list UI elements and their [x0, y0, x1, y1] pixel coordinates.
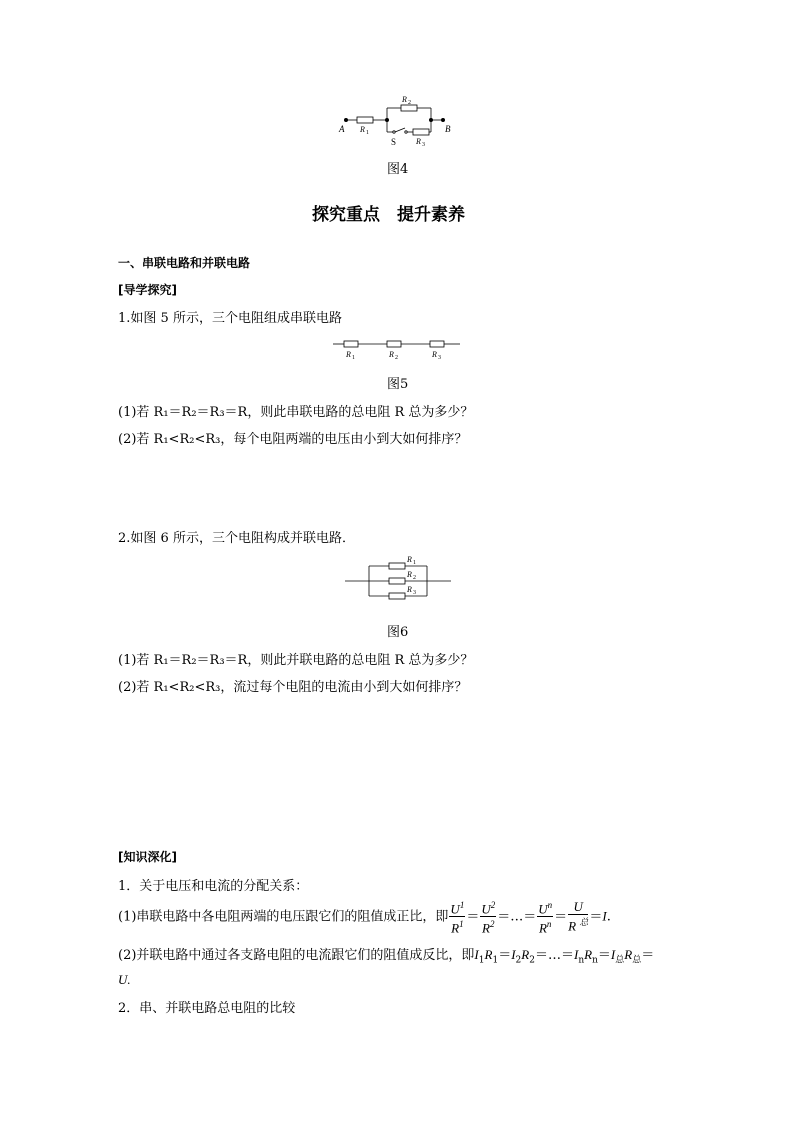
knowledge-item-1: 1．关于电压和电流的分配关系： [118, 879, 309, 894]
knowledge-item-1-2-tail: U. [118, 972, 131, 987]
svg-text:3: 3 [438, 355, 441, 361]
svg-text:2: 2 [395, 355, 398, 361]
knowledge-item-1-2: (2)并联电路中通过各支路电阻的电流跟它们的阻值成反比，即$I_1R_1=I_2R_2=\dots=I_nR_n=I_总R_总=$ [118, 947, 655, 966]
fraction-u1-r1: $\frac{U^1}{R^1}$ [450, 900, 465, 936]
series-voltage-text: (1)串联电路中各电阻两端的电压跟它们的阻值成正比，即 [118, 909, 449, 925]
circuit-diagram-4 [335, 92, 465, 152]
svg-text:3: 3 [413, 590, 416, 596]
switch-label: S [391, 137, 397, 147]
figure-6 [343, 552, 455, 602]
svg-text:1: 1 [413, 560, 416, 566]
figure-4 [335, 92, 465, 152]
knowledge-item-2: 2．串、并联电路总电阻的比较 [118, 1001, 296, 1016]
fraction-u2-r2: $\frac{U^2}{R^2}$ [481, 900, 496, 936]
section-title: 探究重点 提升素养 [312, 205, 465, 225]
question-1: 1.如图 5 所示，三个电阻组成串联电路 [118, 311, 342, 326]
question-2-2: (2)若 R₁<R₂<R₃，流过每个电阻的电流由小到大如何排序？ [118, 680, 468, 695]
question-2: 2.如图 6 所示，三个电阻构成并联电路． [118, 531, 355, 546]
fraction-un-rn: $\frac{U^n}{R^n}$ [538, 900, 553, 936]
figure-4-caption: 图4 [387, 162, 409, 177]
figure-5-caption: 图5 [387, 377, 409, 392]
r2-label: R [402, 95, 407, 104]
figure-5 [330, 336, 465, 362]
question-1-2: (2)若 R₁<R₂<R₃，每个电阻两端的电压由小到大如何排序？ [118, 432, 468, 447]
r3-sub: 3 [422, 142, 425, 148]
svg-text:R: R [389, 350, 394, 359]
knowledge-item-1-1: (1)串联电路中各电阻两端的电压跟它们的阻值成正比，即 $\frac{U^1}{R^1}$ ＝ $\frac{U^2}{R^2}$ ＝…＝ $\frac{U^n}{R^n}$ ＝ $\frac{U}{R ^总}$ ＝I. [118, 899, 611, 936]
fraction-u-rtotal: $\frac{U}{R ^总}$ [568, 899, 589, 934]
question-2-1: (1)若 R₁＝R₂＝R₃＝R，则此并联电路的总电阻 R 总为多少？ [118, 653, 474, 668]
part1-heading: 一、串联电路和并联电路 [118, 256, 251, 270]
knowledge-heading: [知识深化] [118, 850, 177, 864]
figure-6-caption: 图6 [387, 625, 409, 640]
r1-sub: 1 [366, 130, 369, 136]
node-a-label: A [339, 124, 345, 134]
circuit-diagram-6 [343, 552, 455, 602]
svg-text:R: R [346, 350, 351, 359]
svg-text:R: R [407, 570, 412, 579]
r1-label: R [360, 125, 365, 134]
svg-text:2: 2 [413, 575, 416, 581]
node-b-label: B [445, 124, 451, 134]
svg-text:R: R [407, 555, 412, 564]
svg-text:1: 1 [352, 355, 355, 361]
question-1-1: (1)若 R₁＝R₂＝R₃＝R，则此串联电路的总电阻 R 总为多少？ [118, 405, 474, 420]
svg-text:R: R [432, 350, 437, 359]
circuit-diagram-5 [330, 336, 465, 362]
r2-sub: 2 [408, 100, 411, 106]
guide-heading: [导学探究] [118, 283, 177, 297]
r3-label: R [416, 137, 421, 146]
svg-text:R: R [407, 585, 412, 594]
parallel-current-text: (2)并联电路中通过各支路电阻的电流跟它们的阻值成反比，即 [118, 948, 475, 963]
